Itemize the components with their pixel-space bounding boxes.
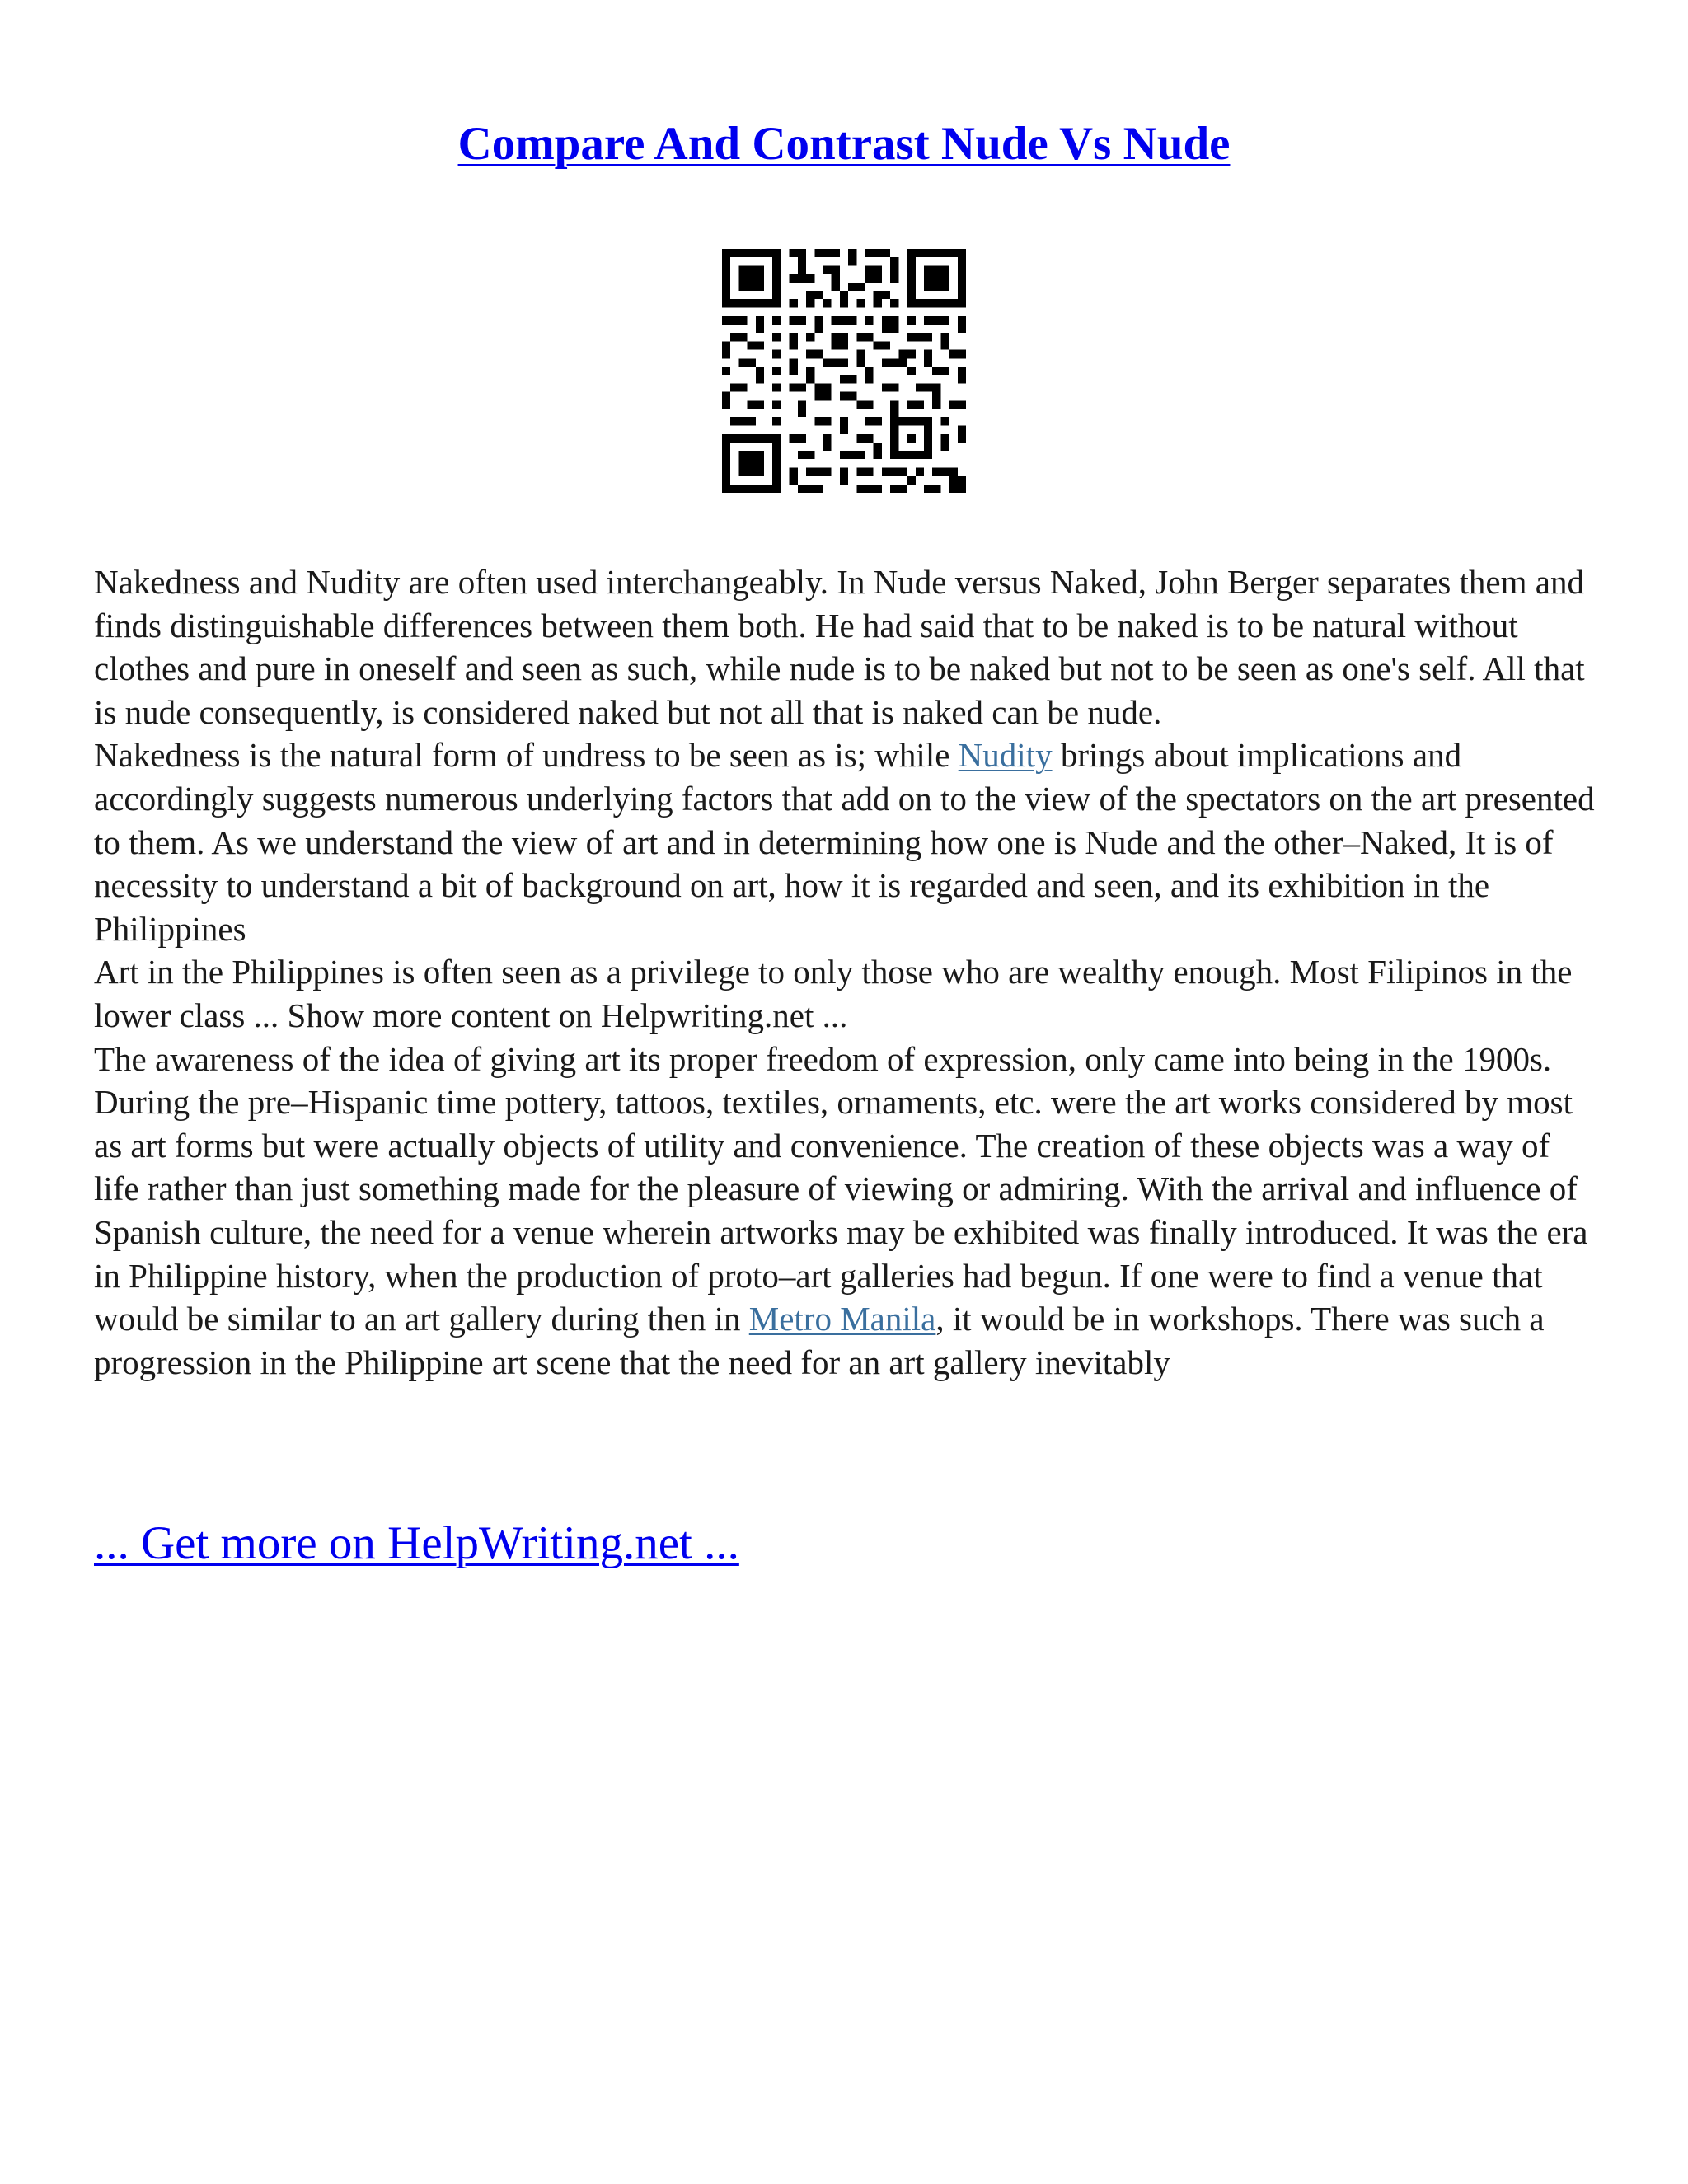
paragraph-4-text-after: , it would be in workshops. There was such a progression in the Philippine art scene that the need for an art gallery inevitably [94, 1300, 1545, 1381]
paragraph-2 [94, 733, 1602, 950]
paragraph-4-text-before: The awareness of the idea of giving art its proper freedom of expression, only came into being in the 1900s. During the pre–Hispanic time pottery, tattoos, textiles, ornaments, etc. were the art works considered by most as art forms but were actually objects of utility and convenience. The creation of these objects was a way of life rather than just something made for the pleasure of viewing or admiring. With the arrival and influence of Spanish culture, the need for a venue wherein artworks may be exhibited was finally introduced. It was the era in Philippine history, when the production of proto–art galleries had begun. If one were to find a venue that would be similar to an art gallery during then in [94, 1039, 1588, 1338]
get-more-link[interactable]: ... Get more on HelpWriting.net ... [94, 1517, 739, 1569]
paragraph-2-text-after: brings about implications and accordingly suggests numerous underlying factors that add on to the view of the spectators on the art presented to them. As we understand the view of art and in determining how one is Nude and the other–Naked, It is of necessity to understand a bit of background on art, how it is regarded and seen, and its exhibition in the Philippines [94, 736, 1595, 948]
page-title [0, 115, 1688, 173]
paragraph-3: Art in the Philippines is often seen as a privilege to only those who are wealthy enough. Most Filipinos in the lower class ... Show more content on Helpwriting.net ... [94, 953, 1573, 1034]
nudity-link[interactable]: Nudity [958, 736, 1053, 775]
metro-manila-link[interactable]: Metro Manila [748, 1300, 936, 1338]
paragraph-1: Nakedness and Nudity are often used interchangeably. In Nude versus Naked, John Berger separates them and finds distinguishable differences between them both. He had said that to be naked is to be natural without clothes and pure in oneself and seen as such, while nude is to be naked but not to be seen as one's self. All that is nude consequently, is considered naked but not all that is naked can be nude. [94, 563, 1585, 731]
qr-code-icon [722, 249, 966, 493]
paragraph-2-text-before: Nakedness is the natural form of undress to be seen as is; while [94, 736, 959, 775]
article-body [94, 560, 1602, 1384]
paragraph-4 [94, 1038, 1602, 1385]
title-link[interactable]: Compare And Contrast Nude Vs Nude [457, 118, 1231, 170]
